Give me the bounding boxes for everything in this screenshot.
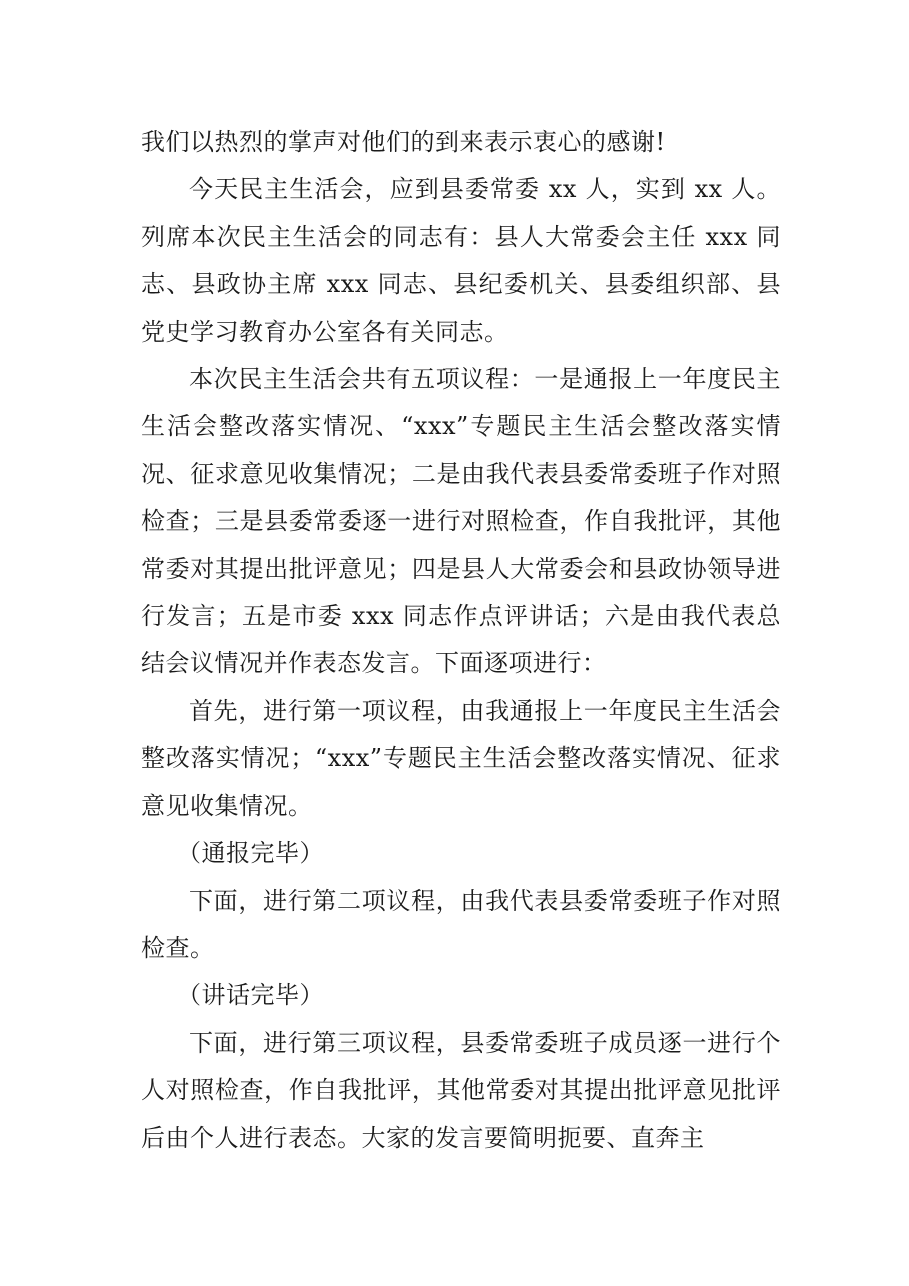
paragraph-first-item: 首先，进行第一项议程，由我通报上一年度民主生活会整改落实情况；“xxx”专题民主生活会整改落实情况、征求意见收集情况。 bbox=[141, 696, 781, 820]
paragraph-speech-done: （讲话完毕） bbox=[177, 981, 324, 1010]
paragraph-agenda: 本次民主生活会共有五项议程：一是通报上一年度民主生活会整改落实情况、“xxx”专题民主生活会整改落实情况、征求意见收集情况；二是由我代表县委常委班子作对照检查；三是县委常委逐一进行对照检查，作自我批评，其他常委对其提出批评意见；四是县人大常委会和县政协领导进行发言；五是市委 xxx 同志作点评讲话；六是由我代表总结会议情况并作表态发言。下面逐项进行： bbox=[141, 365, 781, 678]
paragraph-third-item: 下面，进行第三项议程，县委常委班子成员逐一进行个人对照检查，作自我批评，其他常委对其提出批评意见批评后由个人进行表态。大家的发言要简明扼要、直奔主 bbox=[141, 1028, 781, 1152]
paragraph-thanks: 我们以热烈的掌声对他们的到来表示衷心的感谢! bbox=[141, 128, 666, 156]
paragraph-attendance: 今天民主生活会，应到县委常委 xx 人，实到 xx 人。列席本次民主生活会的同志有：县人大常委会主任 xxx 同志、县政协主席 xxx 同志、县纪委机关、县委组织部、县党史学习教育办公室各有关同志。 bbox=[141, 175, 781, 346]
document-body bbox=[141, 119, 781, 1162]
paragraph-second-item: 下面，进行第二项议程，由我代表县委常委班子作对照检查。 bbox=[141, 886, 781, 962]
paragraph-report-done: （通报完毕） bbox=[177, 839, 324, 868]
